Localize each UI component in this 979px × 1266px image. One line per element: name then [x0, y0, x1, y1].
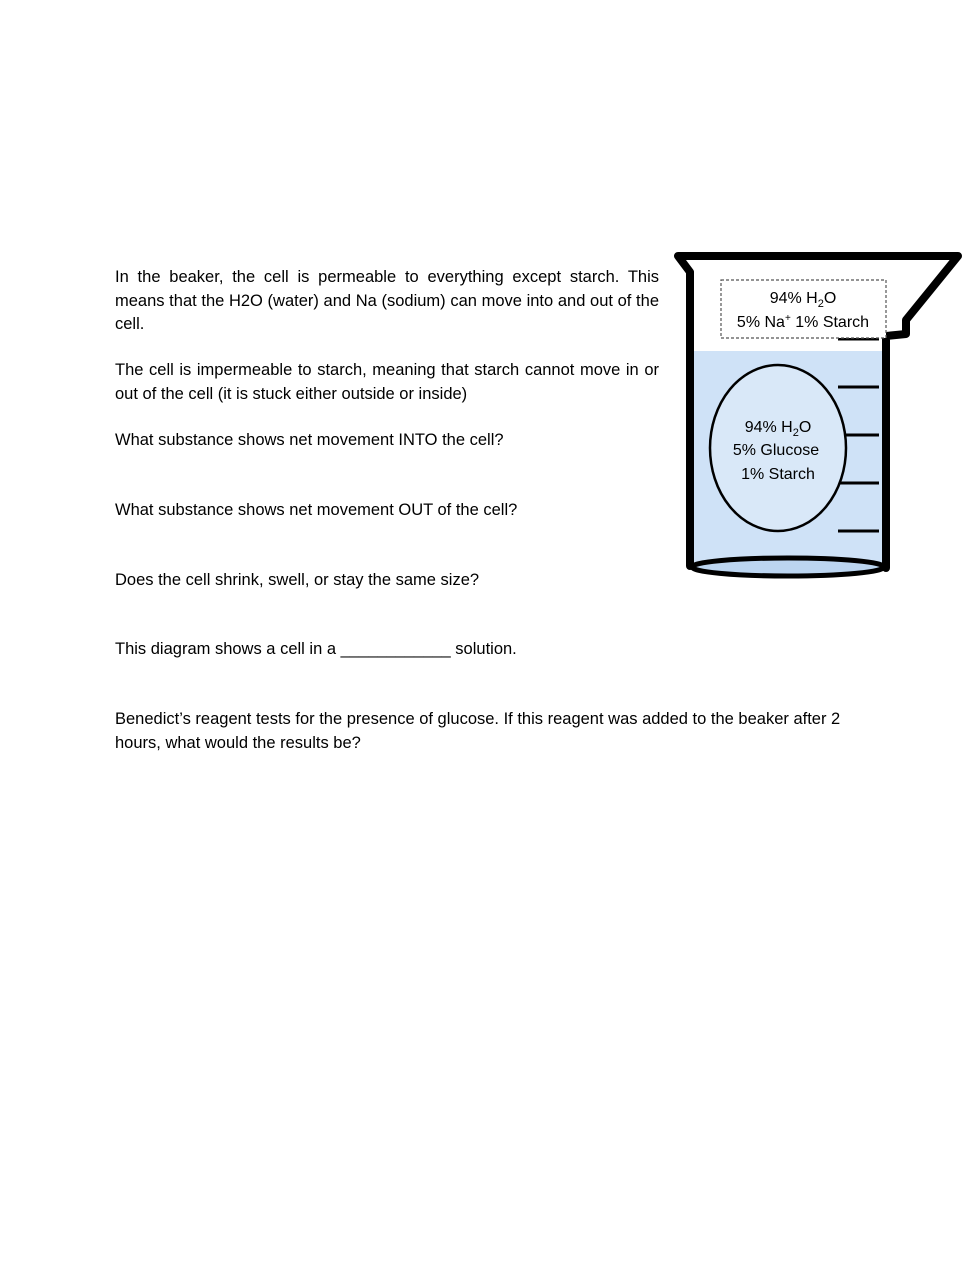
cell-glucose-label: 5% Glucose — [732, 442, 820, 459]
impermeable-paragraph: The cell is impermeable to starch, meaning that starch cannot move in or out of the cell (it is stuck either outside or inside) — [115, 361, 659, 403]
question-into-cell: What substance shows net movement INTO the cell? — [115, 431, 504, 449]
intro-paragraph: In the beaker, the cell is permeable to everything except starch. This means that the H2O (water) and Na (sodium) can move into and out of the cell. — [115, 268, 659, 333]
question-size-change: Does the cell shrink, swell, or stay the same size? — [115, 571, 480, 589]
question-solution-type: This diagram shows a cell in a ____________ solution. — [115, 640, 517, 658]
outside-sodium-starch-label: 5% Na+ 1% Starch — [736, 313, 870, 331]
cell-starch-label: 1% Starch — [741, 466, 815, 483]
cell-water-label: 94% $H_2O$ — [744, 419, 812, 439]
question-benedicts-reagent: Benedict’s reagent tests for the presence of glucose. If this reagent was added to the beaker after 2 hours, what would the results be? — [115, 710, 841, 752]
question-out-of-cell: What substance shows net movement OUT of the cell? — [115, 501, 518, 519]
beaker-base — [692, 558, 884, 576]
beaker-diagram — [672, 248, 964, 584]
beaker-svg — [672, 248, 964, 584]
outside-water-label: 94% $H_2O$ — [769, 290, 837, 310]
